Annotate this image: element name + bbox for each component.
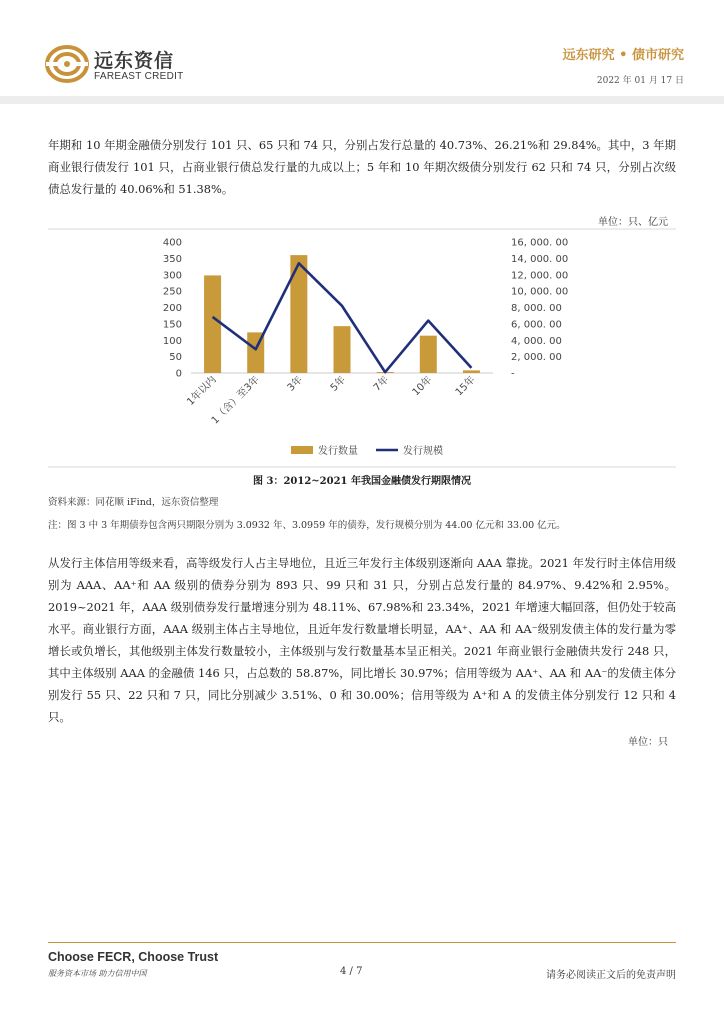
table-unit-label: 单位：只 [628, 737, 668, 748]
chart-term-distribution [48, 228, 676, 468]
bar [463, 370, 480, 373]
x-tick-label: 3年 [285, 374, 305, 394]
logo-name-en: FAREAST CREDIT [94, 71, 184, 82]
body-paragraph-1: 年期和 10 年期金融债分别发行 101 只、65 只和 74 只，分别占发行总量的 40.73%、26.21%和 29.84%。其中，3 年期商业银行债发行 101 只，占商业银行债总发行量的九成以上；5 年和 10 年期次级债分别发行 62 只和 74 只，分别占次级债总发行量的 40.06%和 51.38%。 [48, 138, 676, 196]
x-tick-label: 15年 [453, 374, 478, 399]
x-tick-label: 10年 [410, 374, 435, 399]
legend-bar-swatch [291, 446, 313, 454]
left-tick-label: 200 [162, 303, 182, 314]
right-tick-label: 14, 000. 00 [511, 253, 569, 265]
footer-slogan: 服务资本市场 助力信用中国 [48, 969, 147, 978]
legend-line-label: 发行规模 [403, 446, 443, 457]
bar [204, 275, 221, 373]
source-note: 资料来源：同花顺 iFind，远东资信整理 [48, 497, 219, 508]
bar-series [204, 255, 480, 373]
x-tick-label: 1（含）至3年 [209, 374, 262, 427]
x-tick-label: 1年以内 [185, 374, 219, 408]
left-tick-label: 300 [162, 270, 182, 282]
right-tick-label: 10, 000. 00 [511, 286, 569, 298]
body-paragraph-2: 从发行主体信用等级来看，高等级发行人占主导地位，且近三年发行主体级别逐渐向 AAA 靠拢。2021 年发行时主体信用级别为 AAA、AA⁺和 AA 级别的债券分别为 893 只、99 只和 31 只，分别占总发行量的 84.97%、9.42%和 2.95%。2019~2021 年，AAA 级别债券发行量增速分别为 48.11%、67.98%和 23.34%，2021 年增速大幅回落，但仍处于较高水平。商业银行方面，AAA 级别主体占主导地位，且近年发行数量增长明显，AA⁺、AA 和 AA⁻级别发债主体的发行量为零增长或负增长，其他级别主体发行数量较小，主体级别与发行数量基本呈正相关。2021 年商业银行金融债共发行 248 只，其中主体级别 AAA 的金融债 146 只，占总数的 58.87%，同比增长 30.97%；信用等级为 AA⁺、AA 和 AA⁻的发债主体分别发行 55 只、22 只和 7 只，同比分别减少 3.51%、0 和 30.00%；信用等级为 A⁺和 A 的发债主体分别发行 12 只和 4 只。 [48, 556, 676, 724]
footer-brand: Choose FECR, Choose Trust [48, 950, 219, 964]
x-tick-label: 7年 [371, 374, 392, 394]
left-tick-label: 150 [162, 319, 182, 331]
left-axis-ticks [163, 238, 182, 380]
footer-divider [48, 942, 676, 943]
left-tick-label: 350 [162, 253, 182, 265]
logo-name-cn: 远东资信 [94, 50, 175, 72]
right-tick-label: 8, 000. 00 [511, 303, 562, 314]
right-tick-label: - [511, 368, 515, 380]
bar [420, 336, 437, 373]
header-section: 远东研究 • 债市研究 [562, 48, 684, 63]
x-axis-labels [184, 373, 478, 427]
right-tick-label: 6, 000. 00 [511, 319, 562, 331]
x-tick-label: 5年 [328, 374, 349, 394]
bar [334, 326, 351, 373]
right-tick-label: 4, 000. 00 [511, 335, 562, 347]
legend-bar-label: 发行数量 [318, 446, 358, 457]
chart-unit-label: 单位：只、亿元 [598, 217, 668, 228]
chart-footnote: 注：图 3 中 3 年期债券包含两只期限分别为 3.0932 年、3.0959 年的债券，发行规模分别为 44.00 亿元和 33.00 亿元。 [48, 520, 566, 531]
left-tick-label: 50 [169, 352, 182, 364]
header-divider [0, 96, 724, 104]
figure-caption: 图 3：2012~2021 年我国金融债发行期限情况 [253, 476, 471, 487]
left-tick-label: 100 [162, 335, 182, 347]
fareast-logo-icon [44, 44, 90, 84]
left-tick-label: 0 [175, 368, 182, 380]
right-tick-label: 12, 000. 00 [511, 270, 569, 282]
left-tick-label: 400 [162, 237, 182, 249]
right-axis-ticks [511, 238, 568, 380]
footer-disclaimer: 请务必阅读正文后的免责声明 [546, 970, 676, 981]
right-tick-label: 16, 000. 00 [511, 237, 569, 249]
left-tick-label: 250 [162, 286, 182, 298]
right-tick-label: 2, 000. 00 [511, 352, 562, 364]
header-date: 2022 年 01 月 17 日 [596, 76, 684, 86]
page-number: 4 / 7 [340, 966, 363, 977]
